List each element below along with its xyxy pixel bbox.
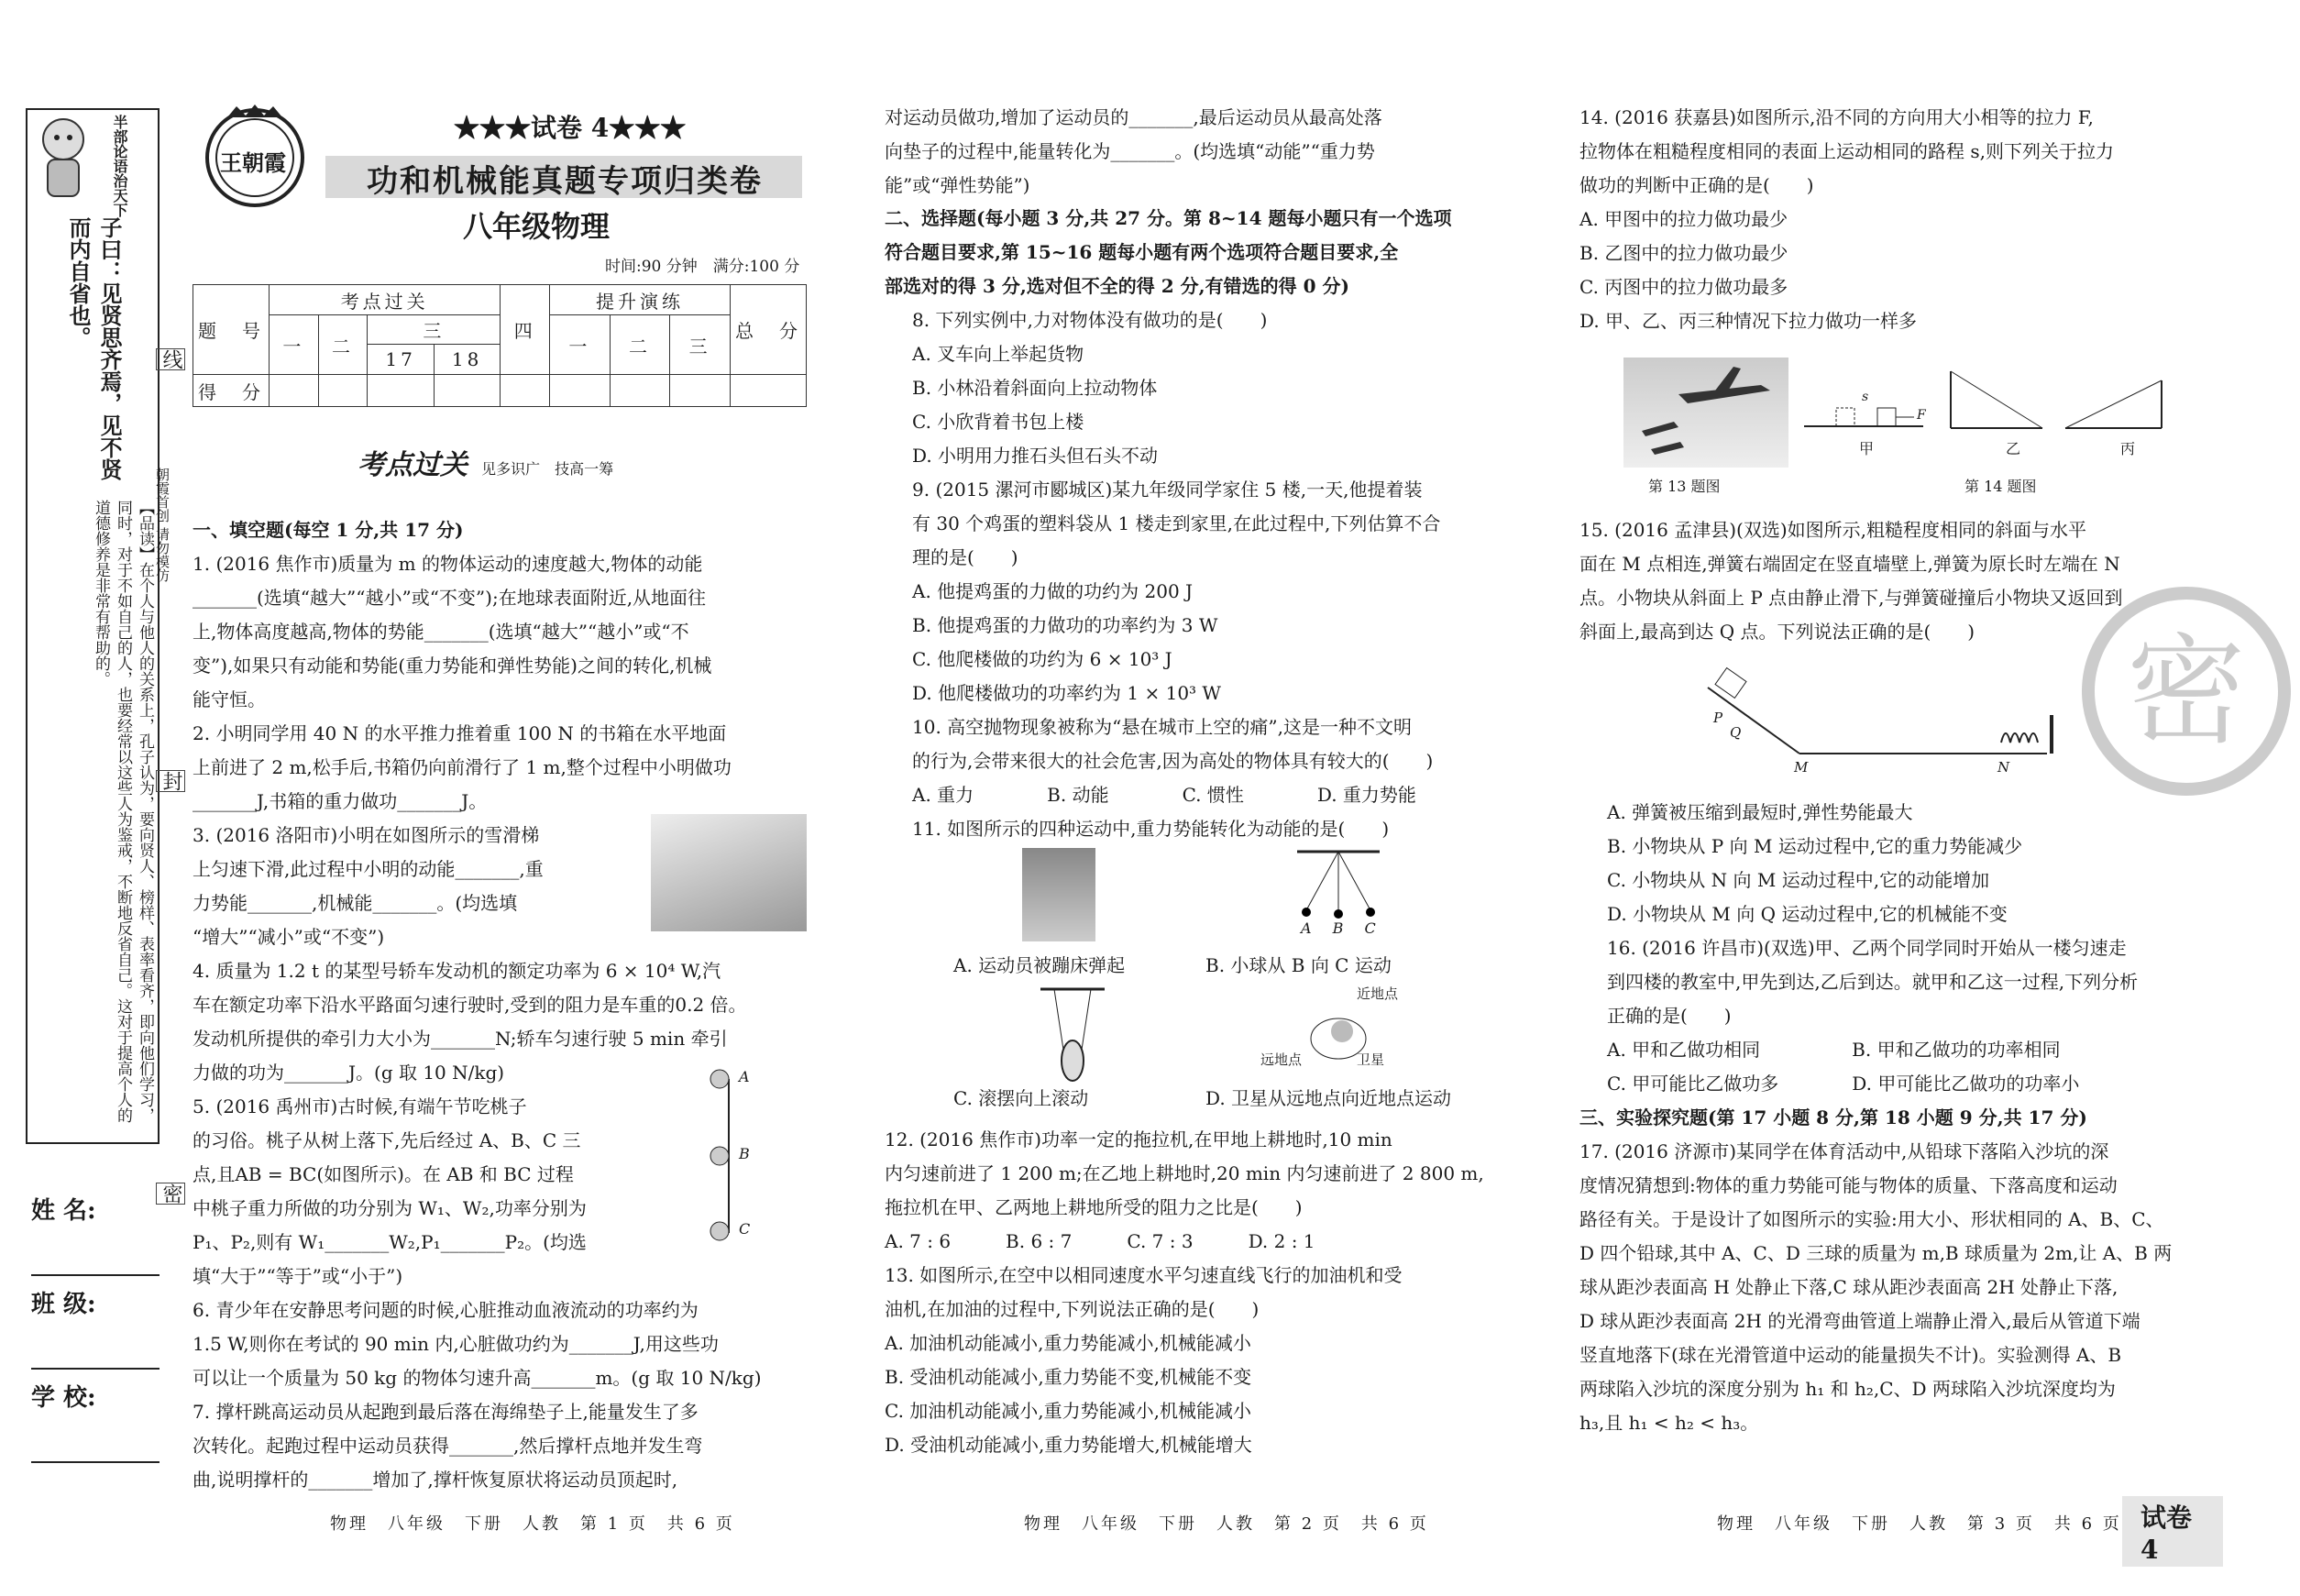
- paper-number: ★★★试卷 4★★★: [454, 113, 687, 143]
- score-group-b: 提升演练: [550, 285, 731, 315]
- col3-opt-line-7: A. 甲和乙做功相同 B. 甲和乙做功的功率相同: [1607, 1039, 2061, 1061]
- col3-opt-line-6: 正确的是( ): [1607, 1005, 1732, 1027]
- score-col-b2: 二: [610, 315, 670, 375]
- fig5-label-a: A: [739, 1068, 750, 1085]
- q11-opt-b: B. 小球从 B 向 C 运动: [1205, 954, 1392, 976]
- score-col-2: 二: [318, 315, 368, 375]
- col2-bottom-line-1: 内匀速前进了 1 200 m;在乙地上耕地时,20 min 内匀速前进了 2 800 m,: [885, 1162, 1484, 1184]
- mascot-image: [31, 112, 95, 204]
- col3-q15-line-1: 面在 M 点相连,弹簧右端固定在竖直墙壁上,弹簧为原长时左端在 N: [1579, 553, 2120, 575]
- school-label: 学 校:: [31, 1384, 96, 1412]
- label-b: B: [1332, 919, 1344, 937]
- col3-q17-line-7: 两球陷入沙坑的深度分别为 h₁ 和 h₂,C、D 两球陷入沙坑深度均为: [1579, 1378, 2116, 1400]
- section-1-heading: 一、填空题(每空 1 分,共 17 分): [193, 519, 464, 541]
- col3-opt-line-0: A. 弹簧被压缩到最短时,弹性势能最大: [1607, 801, 1913, 823]
- q5-figure: [688, 1068, 779, 1242]
- col2-top-line-0: 对运动员做功,增加了运动员的_______,最后运动员从最高处落: [885, 106, 1382, 128]
- col2-sec-line-0: 二、选择题(每小题 3 分,共 27 分。第 8~14 题每小题只有一个选项: [885, 207, 1452, 229]
- score-cell[interactable]: [501, 375, 550, 407]
- col1-line-5: 2. 小明同学用 40 N 的水平推力推着重 100 N 的书箱在水平地面: [193, 722, 727, 744]
- q14-figure: [1799, 362, 2166, 468]
- col2-line-1: A. 叉车向上举起货物: [912, 343, 1084, 365]
- score-group-a: 考点过关: [270, 285, 501, 315]
- col3-q17-line-2: 路径有关。于是设计了如图所示的实验:用大小、形状相同的 A、B、C、: [1579, 1208, 2164, 1230]
- pendulum-labels: [1301, 919, 1376, 937]
- col3-q17-line-1: 度情况猜想到:物体的重力势能可能与物体的质量、下落高度和运动: [1579, 1174, 2118, 1196]
- q13-figure: [1623, 358, 1788, 468]
- fig15-n: N: [1997, 759, 2010, 776]
- footer-page-3: 物理 八年级 下册 人教 第 3 页 共 6 页: [1717, 1514, 2122, 1534]
- paper-tag: 试卷 4: [2122, 1496, 2223, 1567]
- fig5-label-b: B: [739, 1145, 750, 1162]
- col2-line-0: 8. 下列实例中,力对物体没有做功的是( ): [912, 309, 1268, 331]
- class-underline[interactable]: [31, 1331, 160, 1370]
- col2-line-3: C. 小欣背着书包上楼: [912, 411, 1084, 433]
- score-col-1: 一: [270, 315, 319, 375]
- page-column-1: [193, 0, 816, 1596]
- col2-line-12: 10. 高空抛物现象被称为“悬在城市上空的痛”,这是一种不文明: [912, 716, 1412, 738]
- col1-line-0: 1. (2016 焦作市)质量为 m 的物体运动的速度越大,物体的动能: [193, 553, 703, 575]
- col1-line-12: 4. 质量为 1.2 t 的某型号轿车发动机的额定功率为 6 × 10⁴ W,汽: [193, 960, 721, 982]
- col2-top-line-2: 能”或“弹性势能”): [885, 174, 1030, 196]
- mark-line: 线: [156, 348, 185, 370]
- label-c: C: [1364, 919, 1376, 937]
- q11-figures: [885, 848, 1510, 1123]
- name-label: 姓 名:: [31, 1197, 96, 1225]
- col2-line-2: B. 小林沿着斜面向上拉动物体: [912, 377, 1158, 399]
- col1-line-13: 车在额定功率下沿水平路面匀速行驶时,受到的阻力是车重的0.2 倍。: [193, 994, 747, 1016]
- page-column-2: [885, 0, 1510, 1596]
- q15-figure: [1699, 660, 2120, 788]
- score-row-label: 题 号: [193, 285, 270, 375]
- q14-svg: [1799, 362, 2166, 468]
- col3-q15-line-3: 斜面上,最高到达 Q 点。下列说法正确的是( ): [1579, 621, 1975, 643]
- col2-bottom-line-7: B. 受油机动能减小,重力势能不变,机械能不变: [885, 1366, 1252, 1388]
- col1-line-2: 上,物体高度越高,物体的势能_______(选填“越大”“越小”或“不: [193, 621, 689, 643]
- name-underline[interactable]: [31, 1238, 160, 1276]
- col3-opt-line-1: B. 小物块从 P 向 M 运动过程中,它的重力势能减少: [1607, 835, 2023, 857]
- col2-line-6: 有 30 个鸡蛋的塑料袋从 1 楼走到家里,在此过程中,下列估算不合: [912, 512, 1441, 534]
- col3-line-6: D. 甲、乙、丙三种情况下拉力做功一样多: [1579, 310, 1918, 332]
- q11-opt-d: D. 卫星从远地点向近地点运动: [1205, 1087, 1452, 1109]
- trampoline-image: [1022, 848, 1095, 941]
- col1-line-7: _______J,书箱的重力做功_______J。: [193, 790, 488, 812]
- footer-page-1: 物理 八年级 下册 人教 第 1 页 共 6 页: [330, 1514, 735, 1534]
- col1-line-18: 点,且AB = BC(如图所示)。在 AB 和 BC 过程: [193, 1163, 574, 1185]
- col3-opt-line-3: D. 小物块从 M 向 Q 运动过程中,它的机械能不变: [1607, 903, 2008, 925]
- footer-page-2: 物理 八年级 下册 人教 第 2 页 共 6 页: [1024, 1514, 1429, 1534]
- col1-line-17: 的习俗。桃子从树上落下,先后经过 A、B、C 三: [193, 1129, 581, 1151]
- fig14-caption: 第 14 题图: [1964, 478, 2037, 495]
- student-info: [31, 1192, 160, 1463]
- col1-line-1: _______(选填“越大”“越小”或“不变”);在地球表面附近,从地面往: [193, 587, 707, 609]
- col3-line-0: 14. (2016 获嘉县)如图所示,沿不同的方向用大小相等的拉力 F,: [1579, 106, 2094, 128]
- score-col-b3: 三: [670, 315, 731, 375]
- score-cell[interactable]: [550, 375, 611, 407]
- col1-line-20: P₁、P₂,则有 W₁_______W₂,P₁_______P₂。(均选: [193, 1231, 587, 1253]
- fig15-q: Q: [1730, 724, 1742, 741]
- banner-sub: 见多识广 技高一筹: [481, 460, 614, 478]
- col2-sec-line-1: 符合题目要求,第 15~16 题每小题有两个选项符合题目要求,全: [885, 241, 1399, 263]
- fig14-s: s: [1862, 390, 1869, 404]
- fig15-p: P: [1713, 710, 1723, 726]
- col2-bottom-line-8: C. 加油机动能减小,重力势能减小,机械能减小: [885, 1400, 1252, 1422]
- pendulum-figure: [1288, 848, 1389, 940]
- col1-line-11: “增大”“减小”或“不变”): [193, 926, 385, 948]
- col3-q17-line-4: 球从距沙表面高 H 处静止下落,C 球从距沙表面高 2H 处静止下落,: [1579, 1276, 2118, 1298]
- col2-bottom-line-9: D. 受油机动能减小,重力势能增大,机械能增大: [885, 1434, 1252, 1456]
- mark-original: 朝霞首创 请勿模仿: [154, 468, 171, 582]
- section-banner: [358, 442, 613, 482]
- mark-seal: 封: [156, 770, 185, 792]
- col3-line-3: A. 甲图中的拉力做功最少: [1579, 208, 1788, 230]
- col3-q17-line-0: 17. (2016 济源市)某同学在体育活动中,从铅球下落陷入沙坑的深: [1579, 1140, 2109, 1162]
- col2-line-11: D. 他爬楼做功的功率约为 1 × 10³ W: [912, 682, 1221, 704]
- brand-name: 王朝霞: [220, 149, 286, 176]
- col2-line-10: C. 他爬楼做的功约为 6 × 10³ J: [912, 648, 1172, 670]
- col1-line-3: 变”),如果只有动能和势能(重力势能和弹性势能)之间的转化,机械: [193, 655, 712, 677]
- col2-bottom-line-4: 13. 如图所示,在空中以相同速度水平匀速直线飞行的加油机和受: [885, 1264, 1403, 1286]
- col3-opt-line-8: C. 甲可能比乙做功多 D. 甲可能比乙做功的功率小: [1607, 1073, 2080, 1095]
- sidebar-pindu: 【品读】在个人与他人的关系上，孔子认为，要向贤人、榜样、表率看齐，即向他们学习，同时，对于不如自己的人，也要经常以这些人为鉴戒，不断地反省自己。这对于提高个人的道德修养是非常有帮助的。: [92, 500, 154, 1123]
- col2-line-5: 9. (2015 漯河市郾城区)某九年级同学家住 5 楼,一天,他提着装: [912, 479, 1423, 501]
- col1-line-8: 3. (2016 洛阳市)小明在如图所示的雪滑梯: [193, 824, 540, 846]
- col2-sec-line-2: 部选对的得 3 分,选对但不全的得 2 分,有错选的得 0 分): [885, 275, 1349, 297]
- col1-line-19: 中桃子重力所做的功分别为 W₁、W₂,功率分别为: [193, 1197, 587, 1219]
- col1-line-26: 次转化。起跑过程中运动员获得_______,然后撑杆点地并发生弯: [193, 1435, 703, 1457]
- score-cell[interactable]: [670, 375, 731, 407]
- col1-line-23: 1.5 W,则你在考试的 90 min 内,心脏做功约为_______J,用这些功: [193, 1333, 719, 1355]
- label-satellite: 卫星: [1357, 1051, 1385, 1068]
- score-cell[interactable]: [731, 375, 807, 407]
- col2-line-14: A. 重力 B. 动能 C. 惯性 D. 重力势能: [912, 784, 1416, 806]
- score-col-b1: 一: [550, 315, 611, 375]
- col3-line-2: 做功的判断中正确的是( ): [1579, 174, 1814, 196]
- time-info: 时间:90 分钟 满分:100 分: [605, 258, 800, 276]
- score-row-label-2: 得 分: [193, 375, 270, 407]
- label-a: A: [1301, 919, 1312, 937]
- q11-opt-a: A. 运动员被蹦床弹起: [953, 954, 1126, 976]
- score-sub-17: 17: [368, 345, 435, 375]
- col1-line-21: 填“大于”“等于”或“小于”): [193, 1265, 403, 1287]
- col2-line-7: 理的是( ): [912, 546, 1018, 568]
- col1-line-22: 6. 青少年在安静思考问题的时候,心脏推动血液流动的功率约为: [193, 1299, 699, 1321]
- col3-line-4: B. 乙图中的拉力做功最少: [1579, 242, 1788, 264]
- col2-line-4: D. 小明用力推石头但石头不动: [912, 445, 1159, 467]
- page-column-3: [1579, 0, 2246, 1596]
- brand-logo: [200, 101, 310, 211]
- seal-stamp: 密: [2082, 587, 2291, 796]
- yoyo-figure: [1036, 985, 1109, 1086]
- score-col-3: 三: [368, 315, 501, 345]
- col2-bottom-line-5: 油机,在加油的过程中,下列说法正确的是( ): [885, 1298, 1260, 1320]
- score-cell[interactable]: [368, 375, 435, 407]
- col2-bottom-line-3: A. 7 : 6 B. 6 : 7 C. 7 : 3 D. 2 : 1: [885, 1230, 1315, 1252]
- col2-line-15: 11. 如图所示的四种运动中,重力势能转化为动能的是( ): [912, 818, 1390, 840]
- score-total: 总 分: [731, 285, 807, 375]
- sidebar-quote: 子曰：见贤思齐焉，见不贤而内自省也。: [65, 216, 123, 480]
- col1-line-24: 可以让一个质量为 50 kg 的物体匀速升高_______m。(g 取 10 N/kg): [193, 1367, 762, 1389]
- mark-secret: 密: [156, 1183, 185, 1205]
- col2-bottom-line-2: 拖拉机在甲、乙两地上耕地所受的阻力之比是( ): [885, 1196, 1303, 1218]
- col1-line-4: 能守恒。: [193, 688, 266, 710]
- score-cell[interactable]: [434, 375, 501, 407]
- col1-line-10: 力势能_______,机械能_______。(均选填: [193, 892, 518, 914]
- binding-sidebar: [0, 0, 183, 1596]
- col3-q17-line-8: h₃,且 h₁ < h₂ < h₃。: [1579, 1412, 1759, 1434]
- label-apogee: 远地点: [1260, 1051, 1303, 1068]
- col2-line-8: A. 他提鸡蛋的力做的功约为 200 J: [912, 580, 1194, 602]
- score-sub-18: 18: [434, 345, 501, 375]
- fig5-label-c: C: [739, 1220, 751, 1238]
- score-cell[interactable]: [270, 375, 319, 407]
- q3-figure: [651, 814, 807, 931]
- col2-line-9: B. 他提鸡蛋的力做功的功率约为 3 W: [912, 614, 1218, 636]
- fig14-yi: 乙: [2006, 440, 2021, 457]
- sidebar-marks: [154, 348, 182, 1265]
- score-cell[interactable]: [610, 375, 670, 407]
- fig14-bing: 丙: [2120, 440, 2136, 457]
- banner-main: 考点过关: [358, 449, 468, 481]
- satellite-figure: [1260, 984, 1412, 1084]
- col2-top-line-1: 向垫子的过程中,能量转化为_______。(均选填“动能”“重力势: [885, 140, 1375, 162]
- score-cell[interactable]: [318, 375, 368, 407]
- col3-q15-line-0: 15. (2016 孟津县)(双选)如图所示,粗糙程度相同的斜面与水平: [1579, 519, 2086, 541]
- col3-q15-line-2: 点。小物块从斜面上 P 点由静止滑下,与弹簧碰撞后小物块又返回到: [1579, 587, 2123, 609]
- paper-subtitle: 八年级物理: [463, 209, 611, 244]
- score-table: [193, 284, 807, 407]
- paper-title: 功和机械能真题专项归类卷: [367, 163, 763, 200]
- col1-line-16: 5. (2016 禹州市)古时候,有端午节吃桃子: [193, 1095, 527, 1117]
- col2-bottom-line-6: A. 加油机动能减小,重力势能减小,机械能减小: [885, 1332, 1251, 1354]
- col1-line-27: 曲,说明撑杆的_______增加了,撑杆恢复原状将运动员顶起时,: [193, 1469, 678, 1491]
- fig14-f: F: [1917, 408, 1926, 423]
- col1-line-25: 7. 撑杆跳高运动员从起跑到最后落在海绵垫子上,能量发生了多: [193, 1401, 699, 1423]
- sidebar-motto: 半部论语治天下: [111, 115, 128, 217]
- col1-line-6: 上前进了 2 m,松手后,书箱仍向前滑行了 1 m,整个过程中小明做功: [193, 756, 732, 778]
- score-col-4: 四: [501, 285, 550, 375]
- fig15-m: M: [1794, 759, 1809, 776]
- col1-line-15: 力做的功为_______J。(g 取 10 N/kg): [193, 1062, 505, 1084]
- fig13-caption: 第 13 题图: [1648, 478, 1721, 495]
- col3-opt-line-2: C. 小物块从 N 向 M 运动过程中,它的动能增加: [1607, 869, 1990, 891]
- col3-q17-line-3: D 四个铅球,其中 A、C、D 三球的质量为 m,B 球质量为 2m,让 A、B 两: [1579, 1242, 2173, 1264]
- fig14-jia: 甲: [1859, 440, 1875, 457]
- col3-line-5: C. 丙图中的拉力做功最多: [1579, 276, 1788, 298]
- col2-bottom-line-0: 12. (2016 焦作市)功率一定的拖拉机,在甲地上耕地时,10 min: [885, 1128, 1392, 1150]
- col3-line-1: 拉物体在粗糙程度相同的表面上运动相同的路程 s,则下列关于拉力: [1579, 140, 2114, 162]
- section-3-heading-text: 三、实验探究题(第 17 小题 8 分,第 18 小题 9 分,共 17 分): [1579, 1106, 2087, 1128]
- col2-line-13: 的行为,会带来很大的社会危害,因为高处的物体具有较大的( ): [912, 750, 1434, 772]
- q11-opt-c: C. 滚摆向上滚动: [953, 1087, 1089, 1109]
- class-label: 班 级:: [31, 1291, 96, 1318]
- col3-q17-line-6: 竖直地落下(球在光滑管道中运动的能量损失不计)。实验测得 A、B: [1579, 1344, 2122, 1366]
- col1-line-14: 发动机所提供的牵引力大小为_______N;轿车匀速行驶 5 min 牵引: [193, 1028, 728, 1050]
- col1-line-9: 上匀速下滑,此过程中小明的动能_______,重: [193, 858, 544, 880]
- school-underline[interactable]: [31, 1425, 160, 1463]
- label-perigee: 近地点: [1357, 985, 1399, 1002]
- col3-opt-line-5: 到四楼的教室中,甲先到达,乙后到达。就甲和乙这一过程,下列分析: [1607, 971, 2139, 993]
- col3-q17-line-5: D 球从距沙表面高 2H 的光滑弯曲管道上端静止滑入,最后从管道下端: [1579, 1310, 2140, 1332]
- col3-opt-line-4: 16. (2016 许昌市)(双选)甲、乙两个同学同时开始从一楼匀速走: [1607, 937, 2127, 959]
